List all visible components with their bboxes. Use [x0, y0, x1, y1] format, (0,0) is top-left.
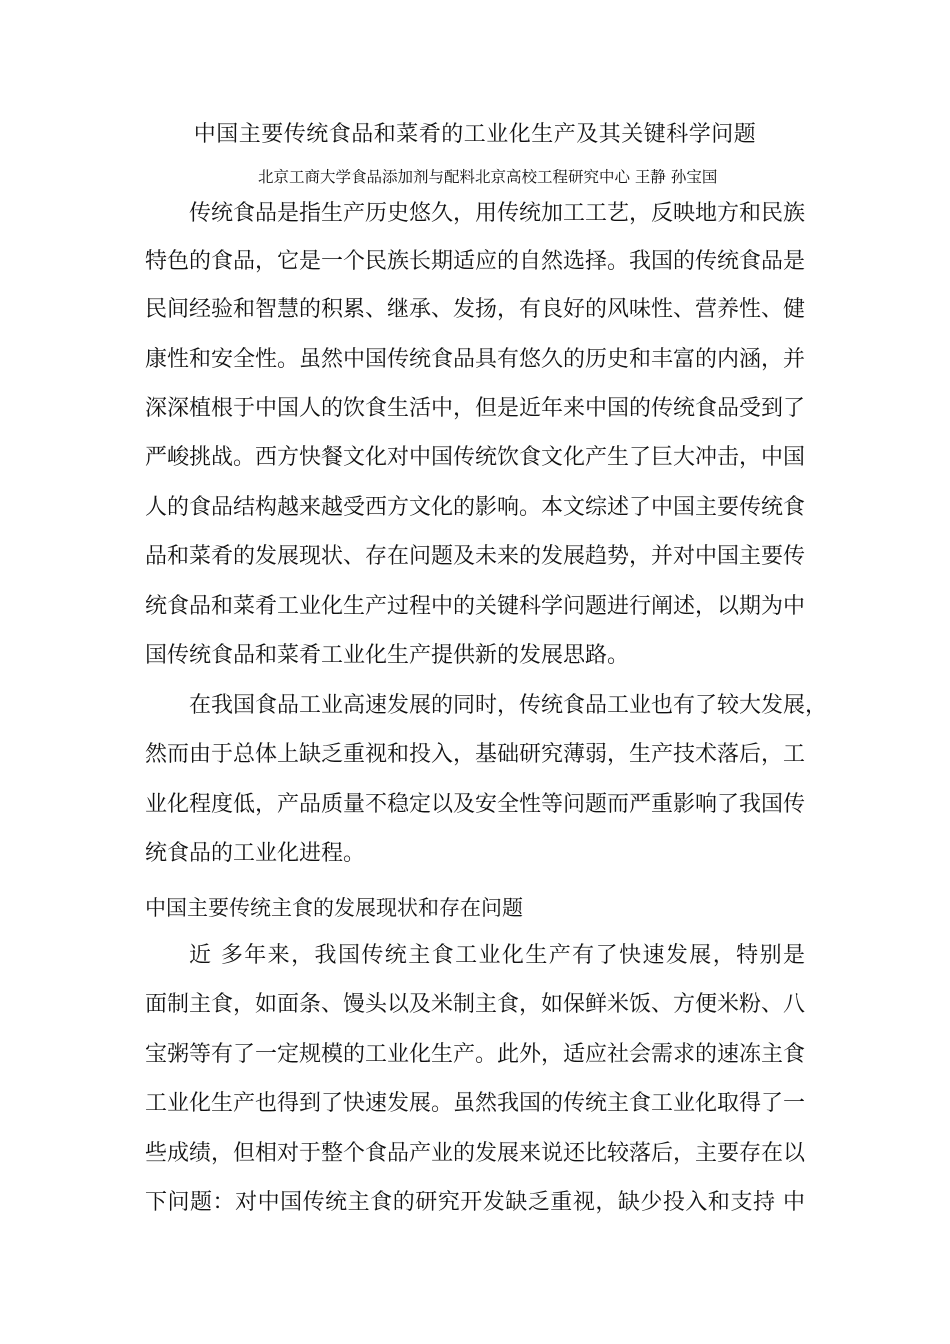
paragraph-line: 宝粥等有了一定规模的工业化生产。此外，适应社会需求的速冻主食	[145, 1042, 806, 1067]
paragraph-line: 些成绩，但相对于整个食品产业的发展来说还比较落后，主要存在以	[145, 1141, 806, 1166]
paragraph-line: 严峻挑战。西方快餐文化对中国传统饮食文化产生了巨大冲击，中国	[145, 445, 806, 470]
paragraph-line: 深深植根于中国人的饮食生活中，但是近年来中国的传统食品受到了	[145, 396, 806, 421]
paragraph-line: 近 多年来，我国传统主食工业化生产有了快速发展，特别是	[189, 943, 805, 968]
paragraph-line: 然而由于总体上缺乏重视和投入，基础研究薄弱，生产技术落后，工	[145, 742, 806, 767]
paragraph-line: 统食品和菜肴工业化生产过程中的关键科学问题进行阐述，以期为中	[145, 594, 806, 619]
paragraph-line: 人的食品结构越来越受西方文化的影响。本文综述了中国主要传统食	[145, 495, 806, 520]
paragraph-line: 在我国食品工业高速发展的同时，传统食品工业也有了较大发展，	[189, 693, 828, 718]
paragraph-line: 康性和安全性。虽然中国传统食品具有悠久的历史和丰富的内涵，并	[145, 347, 806, 372]
paragraph-line: 业化程度低，产品质量不稳定以及安全性等问题而严重影响了我国传	[145, 792, 806, 817]
paragraph-line: 国传统食品和菜肴工业化生产提供新的发展思路。	[145, 643, 630, 668]
paragraph-line: 工业化生产也得到了快速发展。虽然我国的传统主食工业化取得了一	[145, 1091, 806, 1116]
paragraph-line: 下问题：对中国传统主食的研究开发缺乏重视，缺少投入和支持 中	[145, 1190, 805, 1215]
article-title: 中国主要传统食品和菜肴的工业化生产及其关键科学问题	[193, 122, 757, 147]
paragraph-line: 统食品的工业化进程。	[145, 841, 366, 866]
section-heading: 中国主要传统主食的发展现状和存在问题	[145, 896, 523, 920]
paragraph-line: 传统食品是指生产历史悠久，用传统加工工艺，反映地方和民族	[189, 201, 806, 226]
paragraph-line: 特色的食品，它是一个民族长期适应的自然选择。我国的传统食品是	[145, 249, 806, 274]
paragraph-line: 面制主食，如面条、馒头以及米制主食，如保鲜米饭、方便米粉、八	[145, 992, 806, 1017]
paragraph-line: 品和菜肴的发展现状、存在问题及未来的发展趋势，并对中国主要传	[145, 544, 806, 569]
paragraph-line: 民间经验和智慧的积累、继承、发扬，有良好的风味性、营养性、健	[145, 297, 806, 322]
author-affiliation: 北京工商大学食品添加剂与配料北京高校工程研究中心 王静 孙宝国	[258, 168, 718, 186]
